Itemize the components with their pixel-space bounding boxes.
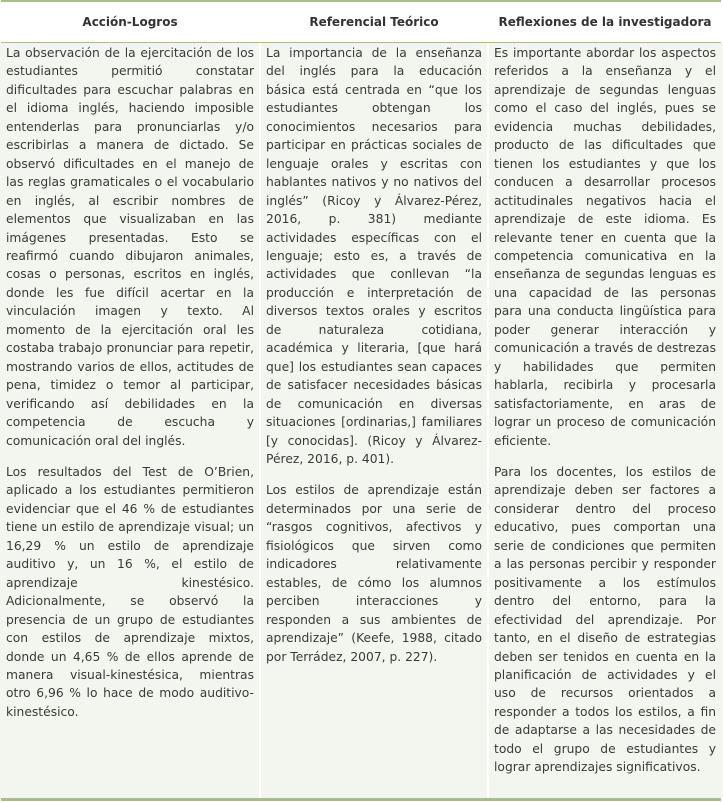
column-referencial-teorico (262, 43, 486, 798)
cell-paragraph: Es importante abordar los aspectos referidos a la enseñanza y el aprendizaje de segundas lenguas como el caso del inglés, pues se evidencia muchas debilidades, producto de las dificultades que tienen los estudiantes y que los conducen a desarrollar procesos actitudinales negativos hacia el aprendizaje de este idioma. Es relevante tener en cuenta que la competencia comunicativa en la enseñanza de segundas lenguas es una capacidad de las personas para una conducta lingüística para poder generar interacción y comunicación a través de destrezas y habilidades que permiten hablarla, recibirla y procesarla satisfactoriamente, en aras de lograr un proceso de comunicación eficiente. (494, 46, 716, 448)
header-referencial-teorico: Referencial Teórico (309, 15, 439, 29)
cell-paragraph: La observación de la ejercitación de los estudiantes permitió constatar dificultades para escuchar palabras en el idioma inglés, haciendo imposible entenderlas para pronunciarlas y/o escribirlas a manera de dictado. Se observó dificultades en el manejo de las reglas gramaticales o el vocabulario en inglés, al escribir nombres de elementos que visualizaban en las imágenes presentadas. Esto se reafirmó cuando dibujaron animales, cosas o personas, escritos en inglés, donde les fue difícil acertar en la vinculación imagen y texto. Al momento de la ejercitación oral les costaba trabajo pronunciar para repetir, mostrando varios de ellos, actitudes de pena, timidez o temor al participar, verificando así debilidades en la competencia de escucha y comunicación oral del inglés. (6, 46, 254, 448)
cell-paragraph: Los resultados del Test de O’Brien, aplicado a los estudiantes permitieron evidenciar que el 46 % de estudiantes tiene un estilo de aprendizaje visual; un 16,29 % un estilo de aprendizaje auditivo y, un 16 %, el estilo de aprendizaje kinestésico. Adicionalmente, se observó la presencia de un grupo de estudiantes con estilos de aprendizaje mixtos, donde un 4,65 % de ellos aprende de manera visual-kinestésica, mientras otro 6,96 % lo hace de modo auditivo-kinestésico. (6, 464, 254, 719)
table-bottom-rule (1, 798, 721, 801)
column-accion-logros (2, 43, 258, 798)
column-separator (259, 43, 261, 798)
cell-paragraph: Para los docentes, los estilos de aprendizaje deben ser factores a considerar dentro del proceso educativo, pues comportan una serie de condiciones que permiten a las personas percibir y responder positivamente a los estímulos dentro del entorno, para la efectividad del aprendizaje. Por tanto, en el diseño de estrategias deben ser tenidos en cuenta en la planificación de actividades y el uso de recursos orientados a responder a todos los estilos, a fin de adaptarse a las necesidades de todo el grupo de estudiantes y lograr aprendizajes significativos. (494, 464, 716, 775)
header-accion-logros: Acción-Logros (82, 15, 178, 29)
table-header-row (0, 2, 723, 42)
cell-paragraph: La importancia de la enseñanza del inglés para la educación básica está centrada en “que los estudiantes obtengan los conocimientos necesarios para participar en prácticas sociales de lenguaje orales y escritas con hablantes nativos y no nativos del inglés” (Ricoy y Álvarez-Pérez, 2016, p. 381) mediante actividades específicas con el lenguaje; esto es, a través de actividades que conllevan “la producción e interpretación de diversos textos orales y escritos de naturaleza cotidiana, académica y literaria, [que hará que] los estudiantes sean capaces de satisfacer necesidades básicas de comunicación en diversas situaciones [ordinarias,] familiares [y conocidas]. (Ricoy y Álvarez-Pérez, 2016, p. 401). (266, 46, 482, 466)
column-separator (487, 43, 489, 798)
cell-paragraph: Los estilos de aprendizaje están determinados por una serie de “rasgos cognitivos, afectivos y fisiológicos que sirven como indicadores relativamente estables, de cómo los alumnos perciben interacciones y responden a sus ambientes de aprendizaje” (Keefe, 1988, citado por Terrádez, 2007, p. 227). (266, 483, 482, 664)
table-body-row (0, 43, 723, 798)
column-reflexiones (490, 43, 720, 798)
header-reflexiones: Reflexiones de la investigadora (498, 15, 712, 29)
